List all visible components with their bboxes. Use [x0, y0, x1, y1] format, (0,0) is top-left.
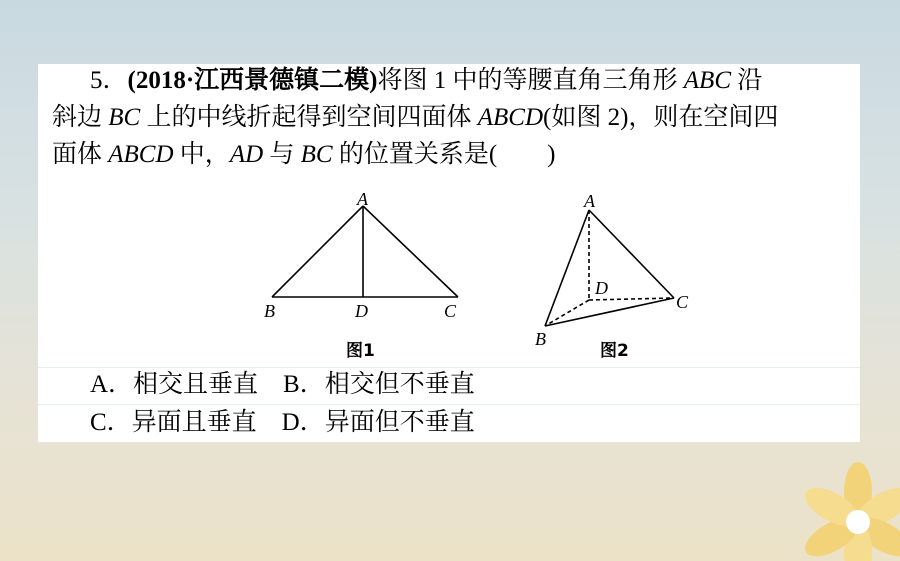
question-text: (如图 2)，则在空间四 [543, 104, 779, 131]
segment-bc-2 [545, 298, 674, 326]
math-bc: BC [108, 104, 141, 131]
segment-db-2 [545, 300, 589, 326]
segment-dc-2 [589, 298, 674, 300]
segment-ab [272, 206, 363, 297]
question-text: 将图 1 中的等腰直角三角形 [377, 67, 684, 94]
options-row-2: C．异面且垂直 D．异面但不垂直 [90, 409, 475, 436]
fig1-label-b: B [264, 301, 275, 321]
divider [38, 404, 860, 405]
decorative-flower-icon [770, 430, 900, 561]
question-text: 与 [263, 141, 301, 168]
fig2-label-a: A [584, 191, 595, 211]
figure-1 [272, 206, 458, 297]
question-text: 的位置关系是( ) [332, 141, 556, 168]
segment-ac [363, 206, 458, 297]
math-bc: BC [300, 141, 333, 168]
question-source: (2018·江西景德镇二模) [127, 67, 378, 94]
fig1-label-a: A [357, 189, 368, 209]
segment-ab-2 [545, 210, 589, 326]
math-abcd: ABCD [108, 141, 174, 168]
fig2-label-d: D [595, 278, 608, 298]
figure-2 [545, 210, 674, 326]
question-number: 5． [90, 67, 128, 94]
fig2-label-c: C [676, 292, 689, 312]
fig1-label-d: D [355, 301, 368, 321]
math-abc: ABC [683, 67, 731, 94]
fig1-label-c: C [444, 301, 457, 321]
question-text: 斜边 [52, 104, 109, 131]
question-text: 沿 [731, 67, 763, 94]
question-text: 上的中线折起得到空间四面体 [140, 104, 478, 131]
math-abcd: ABCD [477, 104, 544, 131]
question-text: 面体 [52, 141, 109, 168]
math-ad: AD [229, 141, 264, 168]
fig2-caption: 图2 [600, 341, 629, 361]
question-card [38, 64, 860, 442]
options-row-1: A．相交且垂直 B．相交但不垂直 [90, 371, 475, 398]
question-text: 中， [173, 141, 230, 168]
fig2-label-b: B [535, 329, 546, 349]
fig1-caption: 图1 [346, 341, 375, 361]
